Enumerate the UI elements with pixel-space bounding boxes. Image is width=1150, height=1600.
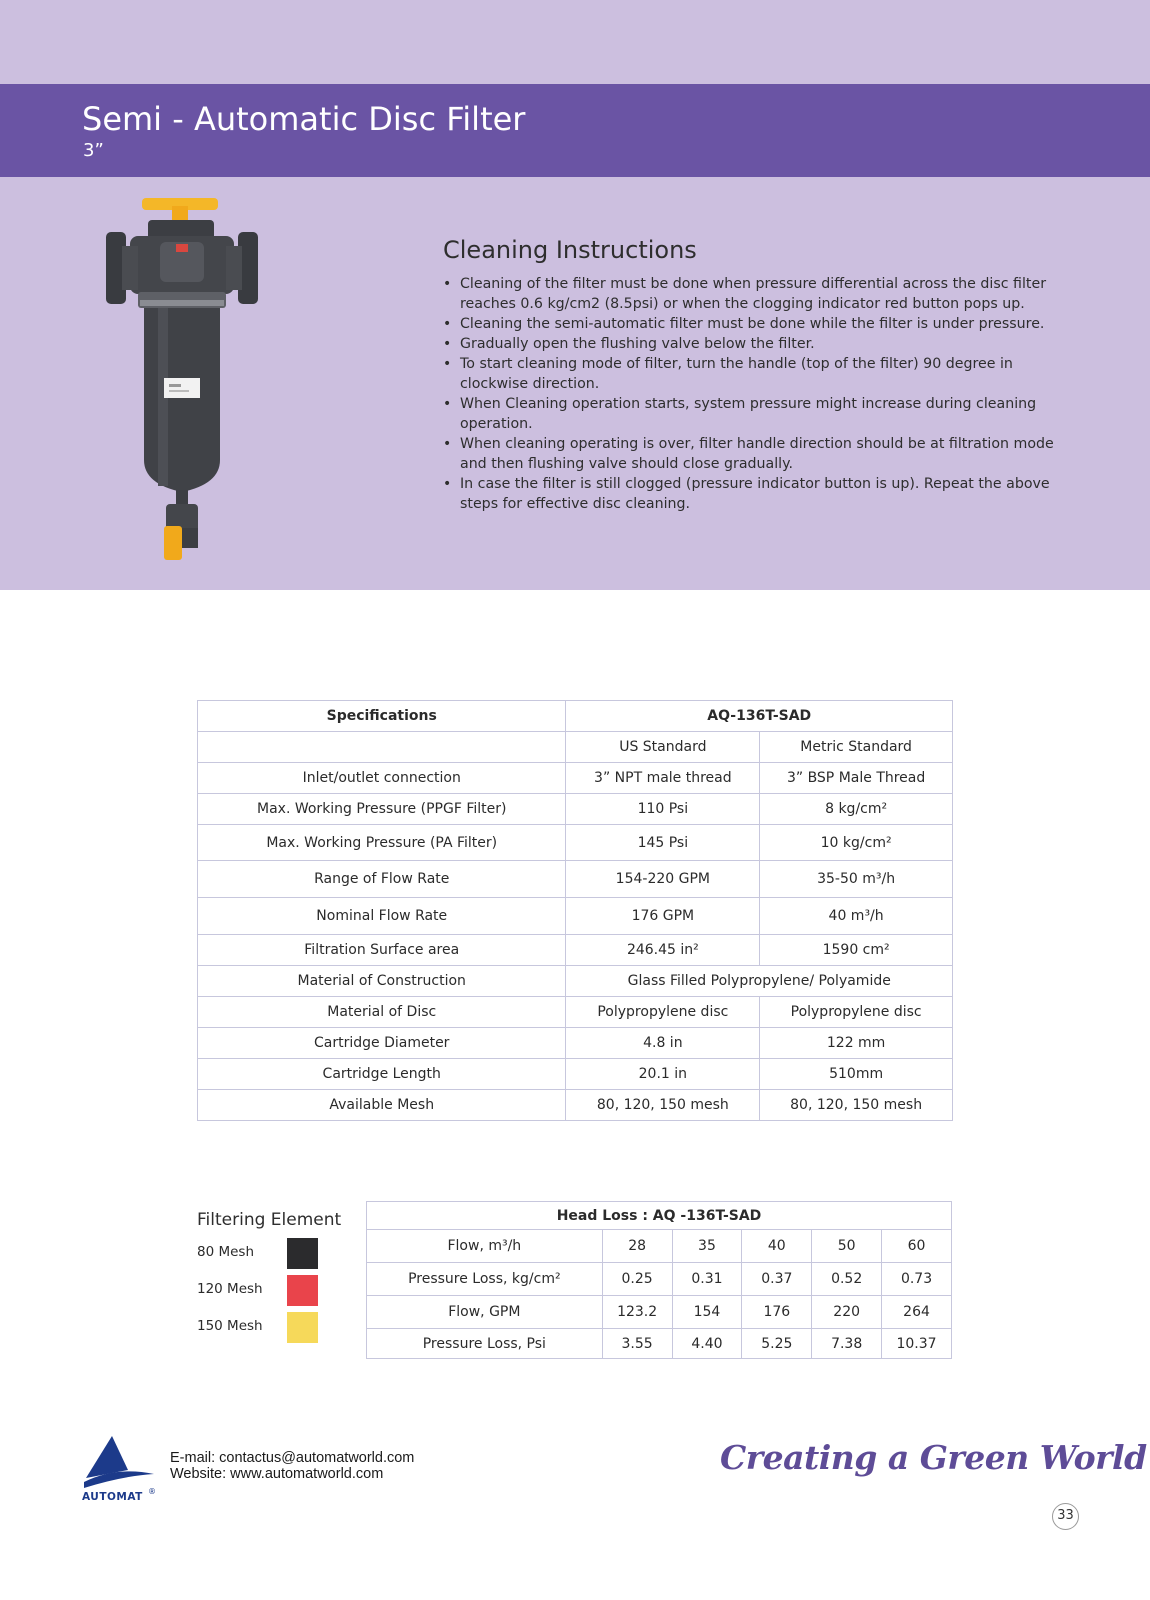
list-item	[197, 1238, 337, 1275]
spec-header-label: Specifications	[198, 701, 566, 732]
table-cell: Material of Construction	[198, 966, 566, 997]
table-row	[367, 1230, 952, 1263]
filtering-element	[197, 1210, 342, 1349]
table-cell: 10.37	[882, 1329, 952, 1359]
table-cell: 264	[882, 1296, 952, 1329]
table-cell: 176 GPM	[566, 898, 760, 935]
table-row	[198, 861, 953, 898]
table-cell: 0.31	[672, 1263, 742, 1296]
table-row	[367, 1296, 952, 1329]
title-bar	[0, 84, 1150, 177]
list-item: • Cleaning the semi-automatic filter must be done while the filter is under pressure.	[443, 314, 1083, 334]
table-cell: Material of Disc	[198, 997, 566, 1028]
table-cell: 123.2	[602, 1296, 672, 1329]
table-row	[198, 1059, 953, 1090]
table-row	[198, 935, 953, 966]
table-cell: 3” BSP Male Thread	[760, 763, 953, 794]
mesh-label: 120 Mesh	[197, 1281, 263, 1297]
table-cell: 122 mm	[760, 1028, 953, 1059]
tagline: Creating a Green World	[720, 1438, 1147, 1477]
table-cell: 80, 120, 150 mesh	[760, 1090, 953, 1121]
table-cell: Cartridge Length	[198, 1059, 566, 1090]
table-cell: 5.25	[742, 1329, 812, 1359]
table-cell: 35	[672, 1230, 742, 1263]
table-row	[198, 997, 953, 1028]
table-cell: Nominal Flow Rate	[198, 898, 566, 935]
table-cell: 3” NPT male thread	[566, 763, 760, 794]
mesh-label: 150 Mesh	[197, 1318, 263, 1334]
contact-info	[170, 1450, 414, 1482]
table-cell: Polypropylene disc	[760, 997, 953, 1028]
table-cell: 0.25	[602, 1263, 672, 1296]
email-text: E-mail: contactus@automatworld.com	[170, 1450, 415, 1466]
list-item: • Cleaning of the filter must be done when pressure differential across the disc filter reaches 0.6 kg/cm2 (8.5psi) or when the clogging indicator red button pops up.	[443, 274, 1083, 314]
table-cell	[198, 732, 566, 763]
head-loss-table	[366, 1201, 952, 1359]
table-cell: 8 kg/cm²	[760, 794, 953, 825]
table-cell: 145 Psi	[566, 825, 760, 861]
table-cell: Glass Filled Polypropylene/ Polyamide	[566, 966, 953, 997]
table-cell: 50	[812, 1230, 882, 1263]
table-cell: Pressure Loss, kg/cm²	[367, 1263, 603, 1296]
table-cell: 40	[742, 1230, 812, 1263]
list-item: • In case the filter is still clogged (pressure indicator button is up). Repeat the above steps for effective disc cleaning.	[443, 474, 1083, 514]
list-item: • When Cleaning operation starts, system pressure might increase during cleaning operation.	[443, 394, 1083, 434]
mesh-swatch	[287, 1238, 318, 1269]
table-row	[198, 825, 953, 861]
filtering-heading: Filtering Element	[197, 1210, 342, 1230]
page-number: 33	[1052, 1503, 1079, 1530]
mesh-swatch	[287, 1275, 318, 1306]
table-cell: 40 m³/h	[760, 898, 953, 935]
table-cell: Available Mesh	[198, 1090, 566, 1121]
table-cell: 220	[812, 1296, 882, 1329]
table-row	[198, 1090, 953, 1121]
table-row	[198, 898, 953, 935]
table-cell: 4.40	[672, 1329, 742, 1359]
table-cell: 4.8 in	[566, 1028, 760, 1059]
list-item	[197, 1275, 337, 1312]
table-cell: 0.37	[742, 1263, 812, 1296]
mesh-label: 80 Mesh	[197, 1244, 255, 1260]
table-cell: Polypropylene disc	[566, 997, 760, 1028]
spec-header-model: AQ-136T-SAD	[566, 701, 953, 732]
table-cell: 154	[672, 1296, 742, 1329]
page-subtitle: 3”	[83, 140, 104, 161]
table-cell: Flow, m³/h	[367, 1230, 603, 1263]
table-cell: Range of Flow Rate	[198, 861, 566, 898]
table-cell: 35-50 m³/h	[760, 861, 953, 898]
table-row	[367, 1263, 952, 1296]
logo-registered-mark: ®	[148, 1487, 156, 1496]
table-cell: Max. Working Pressure (PPGF Filter)	[198, 794, 566, 825]
table-cell: 80, 120, 150 mesh	[566, 1090, 760, 1121]
list-item: • To start cleaning mode of filter, turn the handle (top of the filter) 90 degree in clockwise direction.	[443, 354, 1083, 394]
table-cell: 20.1 in	[566, 1059, 760, 1090]
table-cell: 0.52	[812, 1263, 882, 1296]
spec-sub-us: US Standard	[566, 732, 760, 763]
table-cell: Cartridge Diameter	[198, 1028, 566, 1059]
table-cell: 3.55	[602, 1329, 672, 1359]
cleaning-instructions	[443, 236, 1083, 514]
specifications-table	[197, 700, 953, 1121]
table-cell: 28	[602, 1230, 672, 1263]
mesh-swatch	[287, 1312, 318, 1343]
table-cell: 60	[882, 1230, 952, 1263]
table-row	[367, 1329, 952, 1359]
table-cell: Pressure Loss, Psi	[367, 1329, 603, 1359]
table-cell: Flow, GPM	[367, 1296, 603, 1329]
head-loss-title: Head Loss : AQ -136T-SAD	[367, 1202, 952, 1230]
table-cell: Inlet/outlet connection	[198, 763, 566, 794]
list-item	[197, 1312, 337, 1349]
table-cell: Filtration Surface area	[198, 935, 566, 966]
list-item: • When cleaning operating is over, filter handle direction should be at filtration mode and then flushing valve should close gradually.	[443, 434, 1083, 474]
table-row	[198, 1028, 953, 1059]
logo-brand-text: AUTOMAT	[82, 1491, 143, 1502]
table-row	[198, 966, 953, 997]
instructions-heading: Cleaning Instructions	[443, 236, 697, 264]
website-text: Website: www.automatworld.com	[170, 1466, 384, 1482]
list-item: • Gradually open the flushing valve below the filter.	[443, 334, 1083, 354]
table-cell: 510mm	[760, 1059, 953, 1090]
table-cell: 154-220 GPM	[566, 861, 760, 898]
table-cell: Max. Working Pressure (PA Filter)	[198, 825, 566, 861]
table-cell: 10 kg/cm²	[760, 825, 953, 861]
table-cell: 1590 cm²	[760, 935, 953, 966]
table-cell: 246.45 in²	[566, 935, 760, 966]
table-cell: 7.38	[812, 1329, 882, 1359]
table-row	[198, 794, 953, 825]
table-cell: 0.73	[882, 1263, 952, 1296]
page-title: Semi - Automatic Disc Filter	[82, 100, 526, 138]
table-cell: 110 Psi	[566, 794, 760, 825]
automat-logo	[82, 1436, 158, 1502]
table-cell: 176	[742, 1296, 812, 1329]
spec-sub-metric: Metric Standard	[760, 732, 953, 763]
table-row	[198, 763, 953, 794]
instructions-list	[443, 274, 1083, 514]
disc-filter-illustration	[100, 198, 265, 573]
